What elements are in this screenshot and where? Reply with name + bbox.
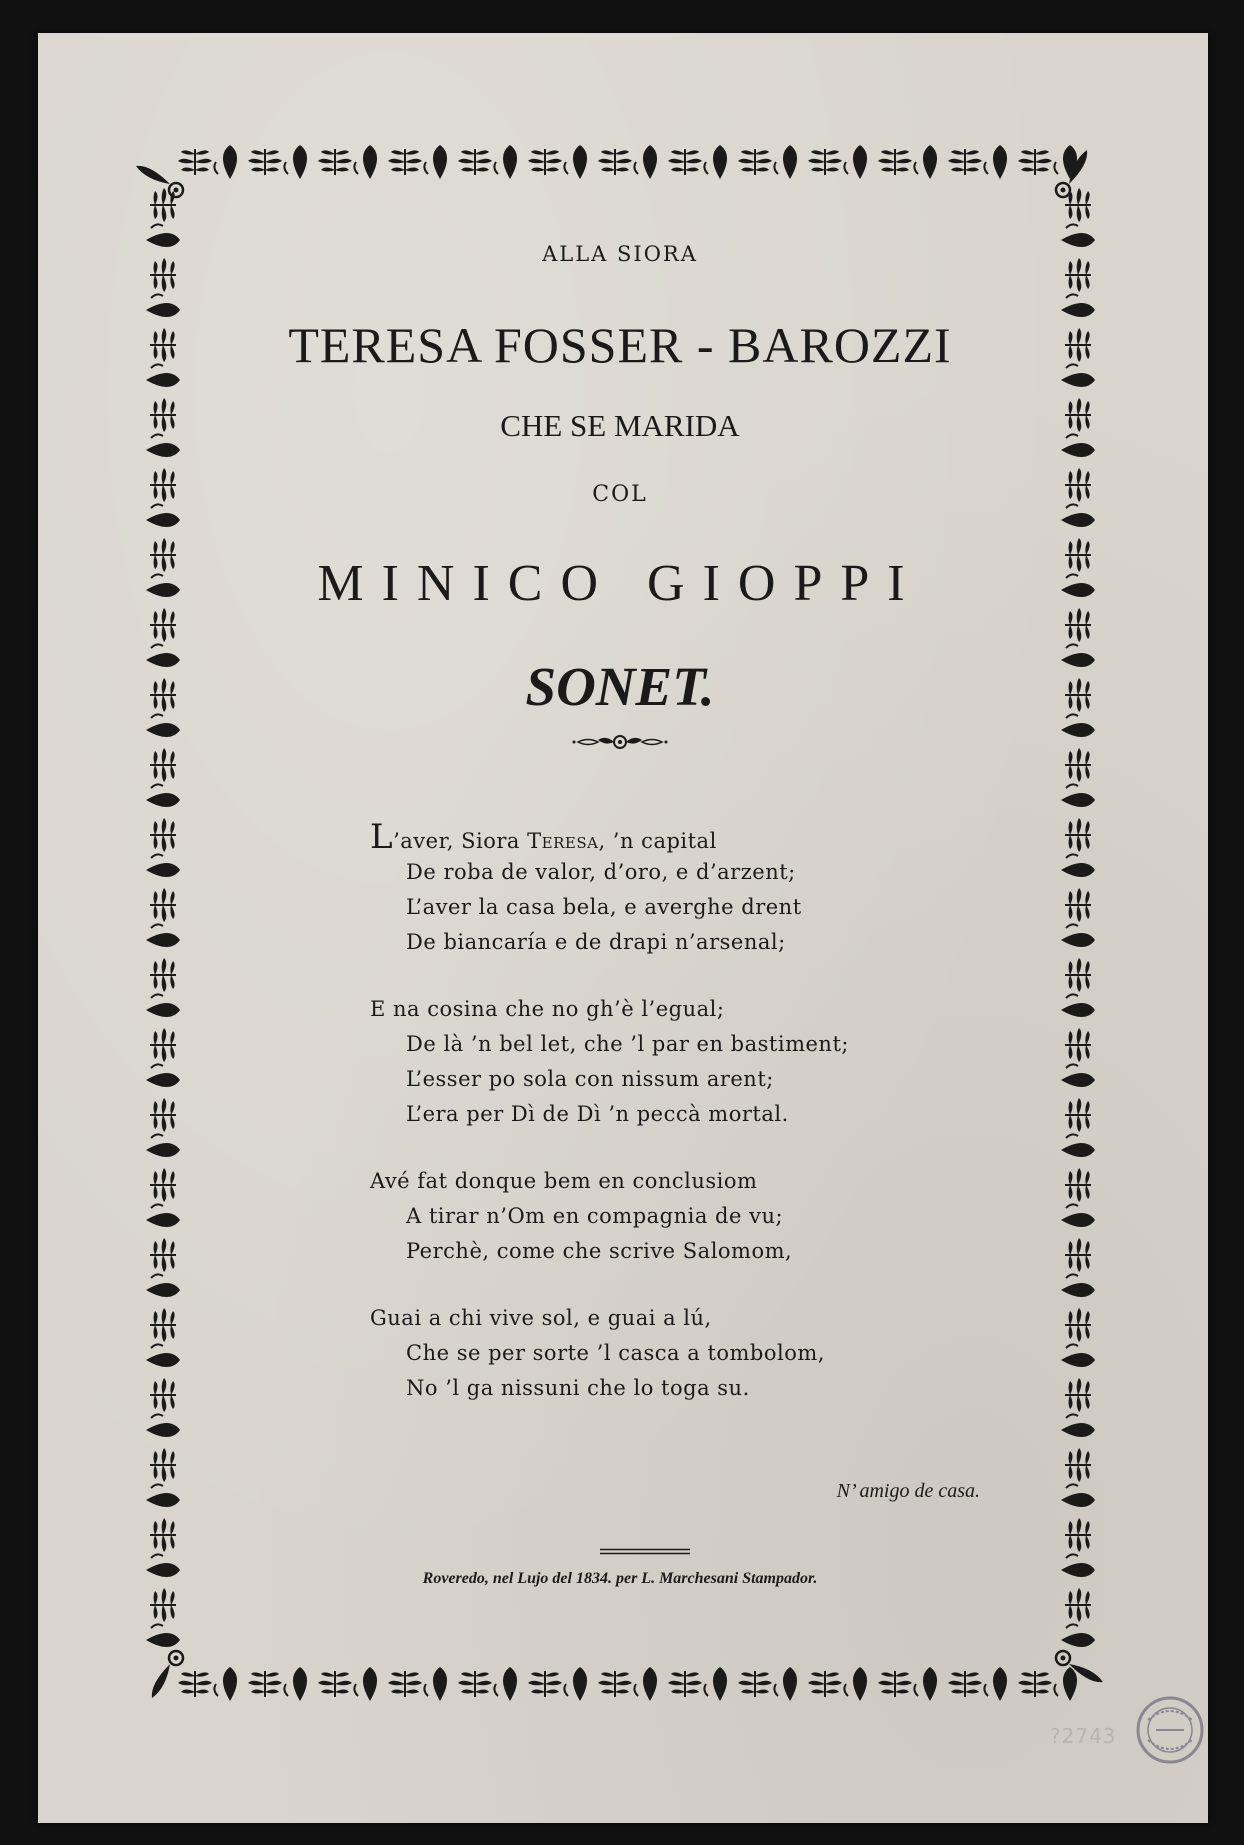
- border-left-ornament-icon: [150, 1028, 176, 1062]
- border-right-ornament-icon: [1061, 854, 1095, 877]
- border-bottom-ornament-icon: [458, 1671, 492, 1697]
- border-left-ornament-icon: [150, 818, 176, 852]
- border-top-ornament-icon: [598, 149, 632, 175]
- border-right-ornament-icon: [1065, 1028, 1091, 1062]
- border-right-ornament-icon: [1065, 748, 1091, 782]
- border-left-ornament-icon: [146, 924, 180, 947]
- verse-line: Guai a chi vive sol, e guai a lú,: [370, 1306, 712, 1330]
- border-top-ornament-icon: [668, 149, 702, 175]
- border-top-ornament-icon: [494, 145, 517, 179]
- border-left-ornament-icon: [146, 504, 180, 527]
- border-left-ornament-icon: [150, 1378, 176, 1412]
- border-corner-icon: [152, 1651, 183, 1698]
- border-right-ornament-icon: [1061, 714, 1095, 737]
- border-right-ornament-icon: [1065, 678, 1091, 712]
- border-left-ornament-icon: [150, 1098, 176, 1132]
- border-top-ornament-icon: [214, 145, 237, 179]
- border-right-ornament-icon: [1061, 1484, 1095, 1507]
- border-left-ornament-icon: [146, 1344, 180, 1367]
- stanza-3: [370, 1164, 970, 1269]
- border-bottom-ornament-icon: [984, 1667, 1007, 1701]
- border-right-ornament-icon: [1061, 644, 1095, 667]
- border-bottom-ornament-icon: [808, 1671, 842, 1697]
- border-right-ornament-icon: [1065, 1238, 1091, 1272]
- border-bottom-ornament-icon: [704, 1667, 727, 1701]
- border-top-ornament-icon: [914, 145, 937, 179]
- border-right-ornament-icon: [1061, 784, 1095, 807]
- border-left-ornament-icon: [150, 888, 176, 922]
- border-right-ornament-icon: [1065, 398, 1091, 432]
- border-bottom-ornament-icon: [1018, 1671, 1052, 1697]
- border-left-ornament-icon: [146, 644, 180, 667]
- heading-bride-name: TERESA FOSSER - BAROZZI: [288, 317, 952, 373]
- border-right-ornament-icon: [1061, 504, 1095, 527]
- border-right-ornament-icon: [1061, 1274, 1095, 1297]
- verse-line: L’aver la casa bela, e averghe drent: [406, 895, 802, 919]
- verse-line: L’esser po sola con nissum arent;: [406, 1067, 774, 1091]
- border-left-ornament-icon: [146, 1554, 180, 1577]
- border-right-ornament-icon: [1065, 1308, 1091, 1342]
- border-right-ornament-icon: [1061, 1624, 1095, 1647]
- border-left-ornament-icon: [146, 1274, 180, 1297]
- border-right-ornament-icon: [1061, 1344, 1095, 1367]
- fleuron-icon: [570, 730, 670, 754]
- verse-line: Che se per sorte ’l casca a tombolom,: [406, 1341, 825, 1365]
- border-top-ornament-icon: [528, 149, 562, 175]
- drop-capital: L: [370, 817, 394, 857]
- border-bottom-ornament-icon: [494, 1667, 517, 1701]
- border-bottom-ornament-icon: [284, 1667, 307, 1701]
- border-bottom-ornament-icon: [948, 1671, 982, 1697]
- border-top-ornament-icon: [774, 145, 797, 179]
- border-left-ornament-icon: [146, 224, 180, 247]
- stanza-4: [370, 1301, 970, 1406]
- border-left-ornament-icon: [146, 854, 180, 877]
- border-bottom-ornament-icon: [774, 1667, 797, 1701]
- border-left-ornament-icon: [150, 1518, 176, 1552]
- border-bottom-ornament-icon: [388, 1671, 422, 1697]
- border-top-ornament-icon: [318, 149, 352, 175]
- border-right-ornament-icon: [1065, 258, 1091, 292]
- verse-line: De biancaría e de drapi n’arsenal;: [406, 930, 786, 954]
- border-right-ornament-icon: [1061, 364, 1095, 387]
- border-left-ornament-icon: [146, 1134, 180, 1157]
- border-top-ornament-icon: [248, 149, 282, 175]
- border-bottom-ornament-icon: [214, 1667, 237, 1701]
- border-bottom-ornament-icon: [878, 1671, 912, 1697]
- border-top-ornament-icon: [878, 149, 912, 175]
- border-top-ornament-icon: [354, 145, 377, 179]
- border-bottom-ornament-icon: [424, 1667, 447, 1701]
- border-right-ornament-icon: [1065, 818, 1091, 852]
- border-top-ornament-icon: [948, 149, 982, 175]
- heading-col: COL: [592, 482, 648, 507]
- heading-sonet: SONET.: [525, 656, 715, 717]
- border-right-ornament-icon: [1061, 574, 1095, 597]
- verse-line: Perchè, come che scrive Salomom,: [406, 1239, 793, 1263]
- border-right-ornament-icon: [1065, 958, 1091, 992]
- border-left-ornament-icon: [146, 574, 180, 597]
- verse-line: De roba de valor, d’oro, e d’arzent;: [406, 860, 796, 884]
- border-right-ornament-icon: [1065, 1448, 1091, 1482]
- border-bottom-ornament-icon: [634, 1667, 657, 1701]
- library-stamp-icon: [1130, 1690, 1210, 1770]
- border-right-ornament-icon: [1061, 1204, 1095, 1227]
- stanza-2: [370, 992, 970, 1132]
- border-left-ornament-icon: [150, 608, 176, 642]
- heading-alla-siora: ALLA SIORA: [542, 242, 698, 266]
- border-right-ornament-icon: [1061, 924, 1095, 947]
- border-right-ornament-icon: [1065, 538, 1091, 572]
- border-right-ornament-icon: [1061, 224, 1095, 247]
- border-bottom-ornament-icon: [668, 1671, 702, 1697]
- border-top-ornament-icon: [1018, 149, 1052, 175]
- border-top-ornament-icon: [178, 149, 212, 175]
- border-left-ornament-icon: [150, 328, 176, 362]
- verse-line: L’era per Dì de Dì ’n peccà mortal.: [406, 1102, 789, 1126]
- border-top-ornament-icon: [458, 149, 492, 175]
- verse-line: No ’l ga nissuni che lo toga su.: [406, 1376, 750, 1400]
- border-right-ornament-icon: [1061, 1414, 1095, 1437]
- border-left-ornament-icon: [150, 538, 176, 572]
- border-left-ornament-icon: [150, 468, 176, 502]
- shelfmark: ?2743: [1050, 1724, 1117, 1748]
- border-right-ornament-icon: [1065, 468, 1091, 502]
- border-bottom-ornament-icon: [914, 1667, 937, 1701]
- border-right-ornament-icon: [1065, 1588, 1091, 1622]
- border-left-ornament-icon: [150, 958, 176, 992]
- verse-line: De là ’n bel let, che ’l par en bastiment;: [406, 1032, 849, 1056]
- border-left-ornament-icon: [150, 1238, 176, 1272]
- border-left-ornament-icon: [146, 784, 180, 807]
- verse-line: [370, 817, 970, 857]
- border-top-ornament-icon: [284, 145, 307, 179]
- border-left-ornament-icon: [150, 1448, 176, 1482]
- border-left-ornament-icon: [150, 748, 176, 782]
- border-top-ornament-icon: [738, 149, 772, 175]
- border-bottom-ornament-icon: [178, 1671, 212, 1697]
- border-bottom-ornament-icon: [248, 1671, 282, 1697]
- border-left-ornament-icon: [150, 398, 176, 432]
- border-left-ornament-icon: [146, 994, 180, 1017]
- border-corner-icon: [136, 166, 183, 197]
- border-left-ornament-icon: [150, 1168, 176, 1202]
- border-bottom-ornament-icon: [598, 1671, 632, 1697]
- border-right-ornament-icon: [1061, 994, 1095, 1017]
- border-corner-icon: [1056, 1651, 1103, 1682]
- verse-name-teresa: Teresa: [527, 829, 599, 853]
- verse-fragment: , ’n capital: [598, 829, 717, 853]
- border-left-ornament-icon: [150, 678, 176, 712]
- border-top-ornament-icon: [564, 145, 587, 179]
- border-left-ornament-icon: [146, 1414, 180, 1437]
- verse-fragment: ’aver, Siora: [393, 829, 528, 853]
- border-left-ornament-icon: [146, 714, 180, 737]
- border-left-ornament-icon: [146, 1484, 180, 1507]
- sonnet-text: [370, 817, 970, 1438]
- stanza-1: [370, 817, 970, 960]
- border-left-ornament-icon: [146, 1064, 180, 1087]
- border-right-ornament-icon: [1061, 294, 1095, 317]
- border-right-ornament-icon: [1065, 328, 1091, 362]
- double-rule: [600, 1548, 690, 1555]
- border-left-ornament-icon: [146, 294, 180, 317]
- border-top-ornament-icon: [424, 145, 447, 179]
- border-right-ornament-icon: [1065, 1168, 1091, 1202]
- border-left-ornament-icon: [146, 1624, 180, 1647]
- border-bottom-ornament-icon: [564, 1667, 587, 1701]
- border-bottom-ornament-icon: [318, 1671, 352, 1697]
- border-top-ornament-icon: [634, 145, 657, 179]
- border-bottom-ornament-icon: [1054, 1667, 1077, 1701]
- heading-groom-name: MINICO GIOPPI: [317, 555, 923, 612]
- border-top-ornament-icon: [844, 145, 867, 179]
- border-top-ornament-icon: [808, 149, 842, 175]
- heading-che-se-marida: CHE SE MARIDA: [500, 408, 740, 443]
- border-bottom-ornament-icon: [844, 1667, 867, 1701]
- verse-line: Avé fat donque bem en conclusiom: [370, 1169, 758, 1193]
- border-left-ornament-icon: [146, 1204, 180, 1227]
- border-left-ornament-icon: [150, 258, 176, 292]
- border-bottom-ornament-icon: [354, 1667, 377, 1701]
- border-right-ornament-icon: [1061, 434, 1095, 457]
- border-left-ornament-icon: [146, 434, 180, 457]
- border-right-ornament-icon: [1065, 1518, 1091, 1552]
- border-top-ornament-icon: [984, 145, 1007, 179]
- border-right-ornament-icon: [1061, 1134, 1095, 1157]
- border-right-ornament-icon: [1065, 1098, 1091, 1132]
- verse-line: A tirar n’Om en compagnia de vu;: [406, 1204, 784, 1228]
- verse-line: E na cosina che no gh’è l’egual;: [370, 997, 725, 1021]
- border-top-ornament-icon: [388, 149, 422, 175]
- printer-imprint: Roveredo, nel Lujo del 1834. per L. Marchesani Stampador.: [422, 1570, 818, 1587]
- border-right-ornament-icon: [1061, 1064, 1095, 1087]
- border-bottom-ornament-icon: [738, 1671, 772, 1697]
- border-right-ornament-icon: [1065, 1378, 1091, 1412]
- border-right-ornament-icon: [1061, 1554, 1095, 1577]
- border-left-ornament-icon: [150, 1308, 176, 1342]
- signature: N’ amigo de casa.: [836, 1480, 980, 1502]
- border-bottom-ornament-icon: [528, 1671, 562, 1697]
- border-left-ornament-icon: [150, 1588, 176, 1622]
- border-right-ornament-icon: [1065, 888, 1091, 922]
- border-left-ornament-icon: [150, 188, 176, 222]
- border-left-ornament-icon: [146, 364, 180, 387]
- border-top-ornament-icon: [704, 145, 727, 179]
- border-right-ornament-icon: [1065, 608, 1091, 642]
